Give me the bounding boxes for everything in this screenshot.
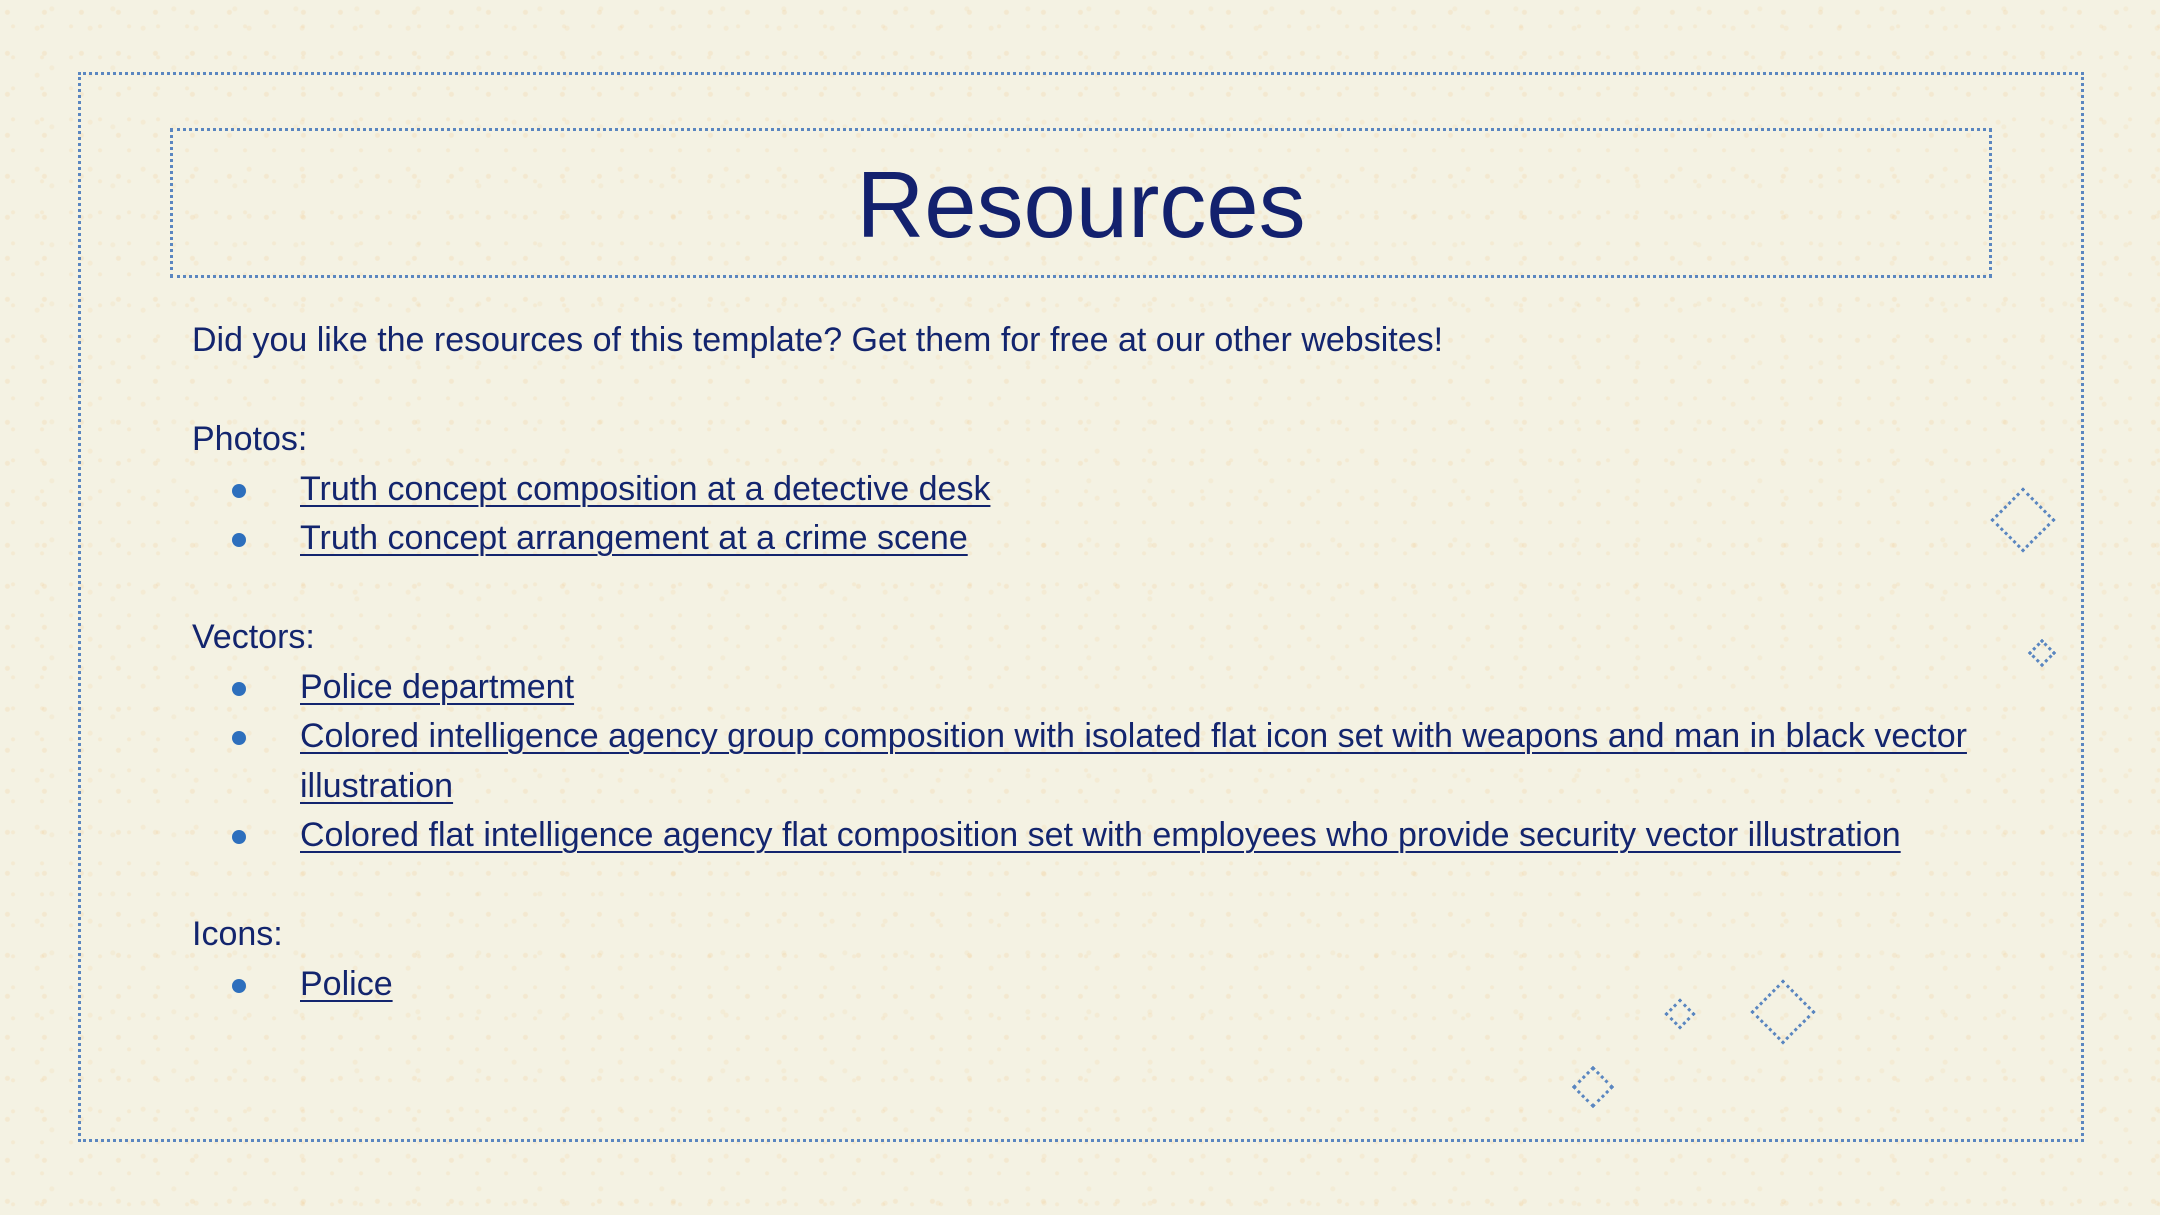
- section-title-icons: Icons:: [192, 915, 283, 953]
- icons-list: [192, 960, 1992, 1010]
- vectors-list: [192, 663, 1992, 861]
- link-icon-police[interactable]: Police: [300, 964, 393, 1003]
- list-item: [192, 712, 1992, 811]
- list-item: [192, 514, 1992, 564]
- list-item: [192, 960, 1992, 1010]
- link-vector-police-department[interactable]: Police department: [300, 667, 575, 706]
- title-frame: [170, 128, 1992, 278]
- intro-text: Did you like the resources of this template? Get them for free at our other websites!: [192, 321, 1444, 359]
- bullet-icon: [232, 484, 246, 498]
- bullet-icon: [232, 533, 246, 547]
- bullet-icon: [232, 682, 246, 696]
- photos-list: [192, 465, 1992, 564]
- resources-content: [192, 316, 1992, 1009]
- slide-title: Resources: [856, 152, 1306, 257]
- list-item: [192, 465, 1992, 515]
- link-photo-crime-scene[interactable]: Truth concept arrangement at a crime scene: [300, 519, 968, 557]
- link-photo-detective-desk[interactable]: Truth concept composition at a detective desk: [300, 469, 991, 508]
- section-title-photos: Photos:: [192, 420, 308, 458]
- list-item: [192, 811, 1992, 861]
- link-vector-agency-employees[interactable]: Colored flat intelligence agency flat composition set with employees who provide security vector illustration: [300, 816, 1901, 854]
- list-item: [192, 663, 1992, 713]
- bullet-icon: [232, 979, 246, 993]
- link-vector-agency-group[interactable]: Colored intelligence agency group composition with isolated flat icon set with weapons and man in black vector illustration: [300, 717, 1967, 805]
- bullet-icon: [232, 731, 246, 745]
- bullet-icon: [232, 830, 246, 844]
- section-title-vectors: Vectors:: [192, 618, 315, 656]
